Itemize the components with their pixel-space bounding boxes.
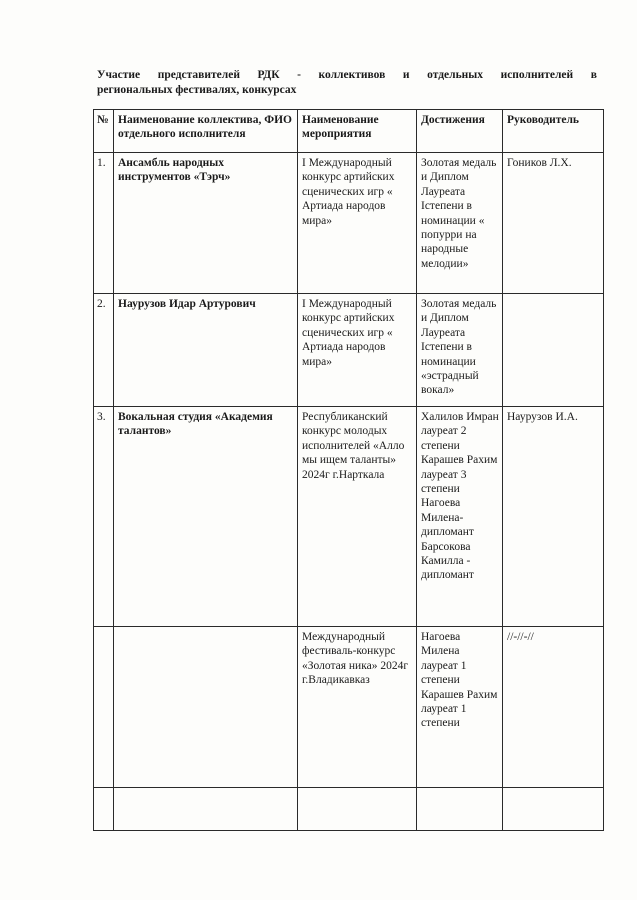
row-4-achievement: Нагоева Милена лауреат 1 степени Карашев Рахим лауреат 1 степени: [421, 631, 498, 730]
row-4-num: [94, 627, 114, 630]
row-5-num: [94, 788, 114, 791]
row-2-leader: [503, 294, 605, 297]
header-achievement: Достижения: [421, 114, 485, 126]
header-num: №: [97, 114, 109, 126]
title-line-1: [97, 68, 597, 83]
title-word: отдельных: [427, 69, 483, 81]
title-word: и: [402, 69, 410, 81]
row-1-num: 1.: [97, 157, 106, 169]
title-word: РДК: [257, 69, 280, 81]
title-line-2: региональных фестивалях, конкурсах: [97, 84, 297, 96]
title-word: исполнителей: [500, 69, 574, 81]
row-3-name: Вокальная студия «Академия талантов»: [118, 411, 273, 438]
row-3-num: 3.: [97, 411, 106, 423]
row-1-event: I Международный конкурс артийских сценических игр « Артиада народов мира»: [302, 157, 395, 227]
row-5-leader: [503, 788, 605, 791]
title-word: -: [297, 69, 301, 81]
row-2-achievement: Золотая медаль и Диплом Лауреата Iстепени в номинации «эстрадный вокал»: [421, 298, 497, 397]
row-5-event: [298, 788, 416, 791]
row-2-num: 2.: [97, 298, 106, 310]
title-word: представителей: [157, 69, 240, 81]
title-word: коллективов: [318, 69, 386, 81]
row-4-name: [114, 627, 297, 630]
row-5-name: [114, 788, 297, 791]
document-title: [97, 68, 597, 98]
header-name: Наименование коллектива, ФИО отдельного исполнителя: [118, 114, 292, 141]
row-2-event: I Международный конкурс артийских сценических игр « Артиада народов мира»: [302, 298, 395, 368]
row-1-achievement: Золотая медаль и Диплом Лауреата Iстепени в номинации « попурри на народные мелодии»: [421, 157, 497, 270]
row-5-achievement: [417, 788, 502, 791]
row-2-name: Наурузов Идар Артурович: [118, 298, 256, 310]
header-event: Наименование мероприятия: [302, 114, 379, 141]
row-1-leader: Гоников Л.Х.: [507, 157, 572, 169]
title-word: в: [590, 69, 597, 81]
row-3-event: Республиканский конкурс молодых исполнителей «Алло мы ищем таланты» 2024г г.Нарткала: [302, 411, 405, 481]
row-4-event: Международный фестиваль-конкурс «Золотая ника» 2024г г.Владикавказ: [302, 631, 409, 687]
row-3-leader: Наурузов И.А.: [507, 411, 578, 423]
title-word: Участие: [97, 69, 141, 81]
row-4-leader: //-//-//: [507, 631, 534, 643]
row-3-achievement: Халилов Имран лауреат 2 степени Карашев Рахим лауреат 3 степени Нагоева Милена-дипломант Барсокова Камилла - дипломант: [421, 411, 499, 582]
header-leader: Руководитель: [507, 114, 579, 126]
row-1-name: Ансамбль народных инструментов «Тэрч»: [118, 157, 231, 184]
achievements-table: [93, 109, 604, 831]
